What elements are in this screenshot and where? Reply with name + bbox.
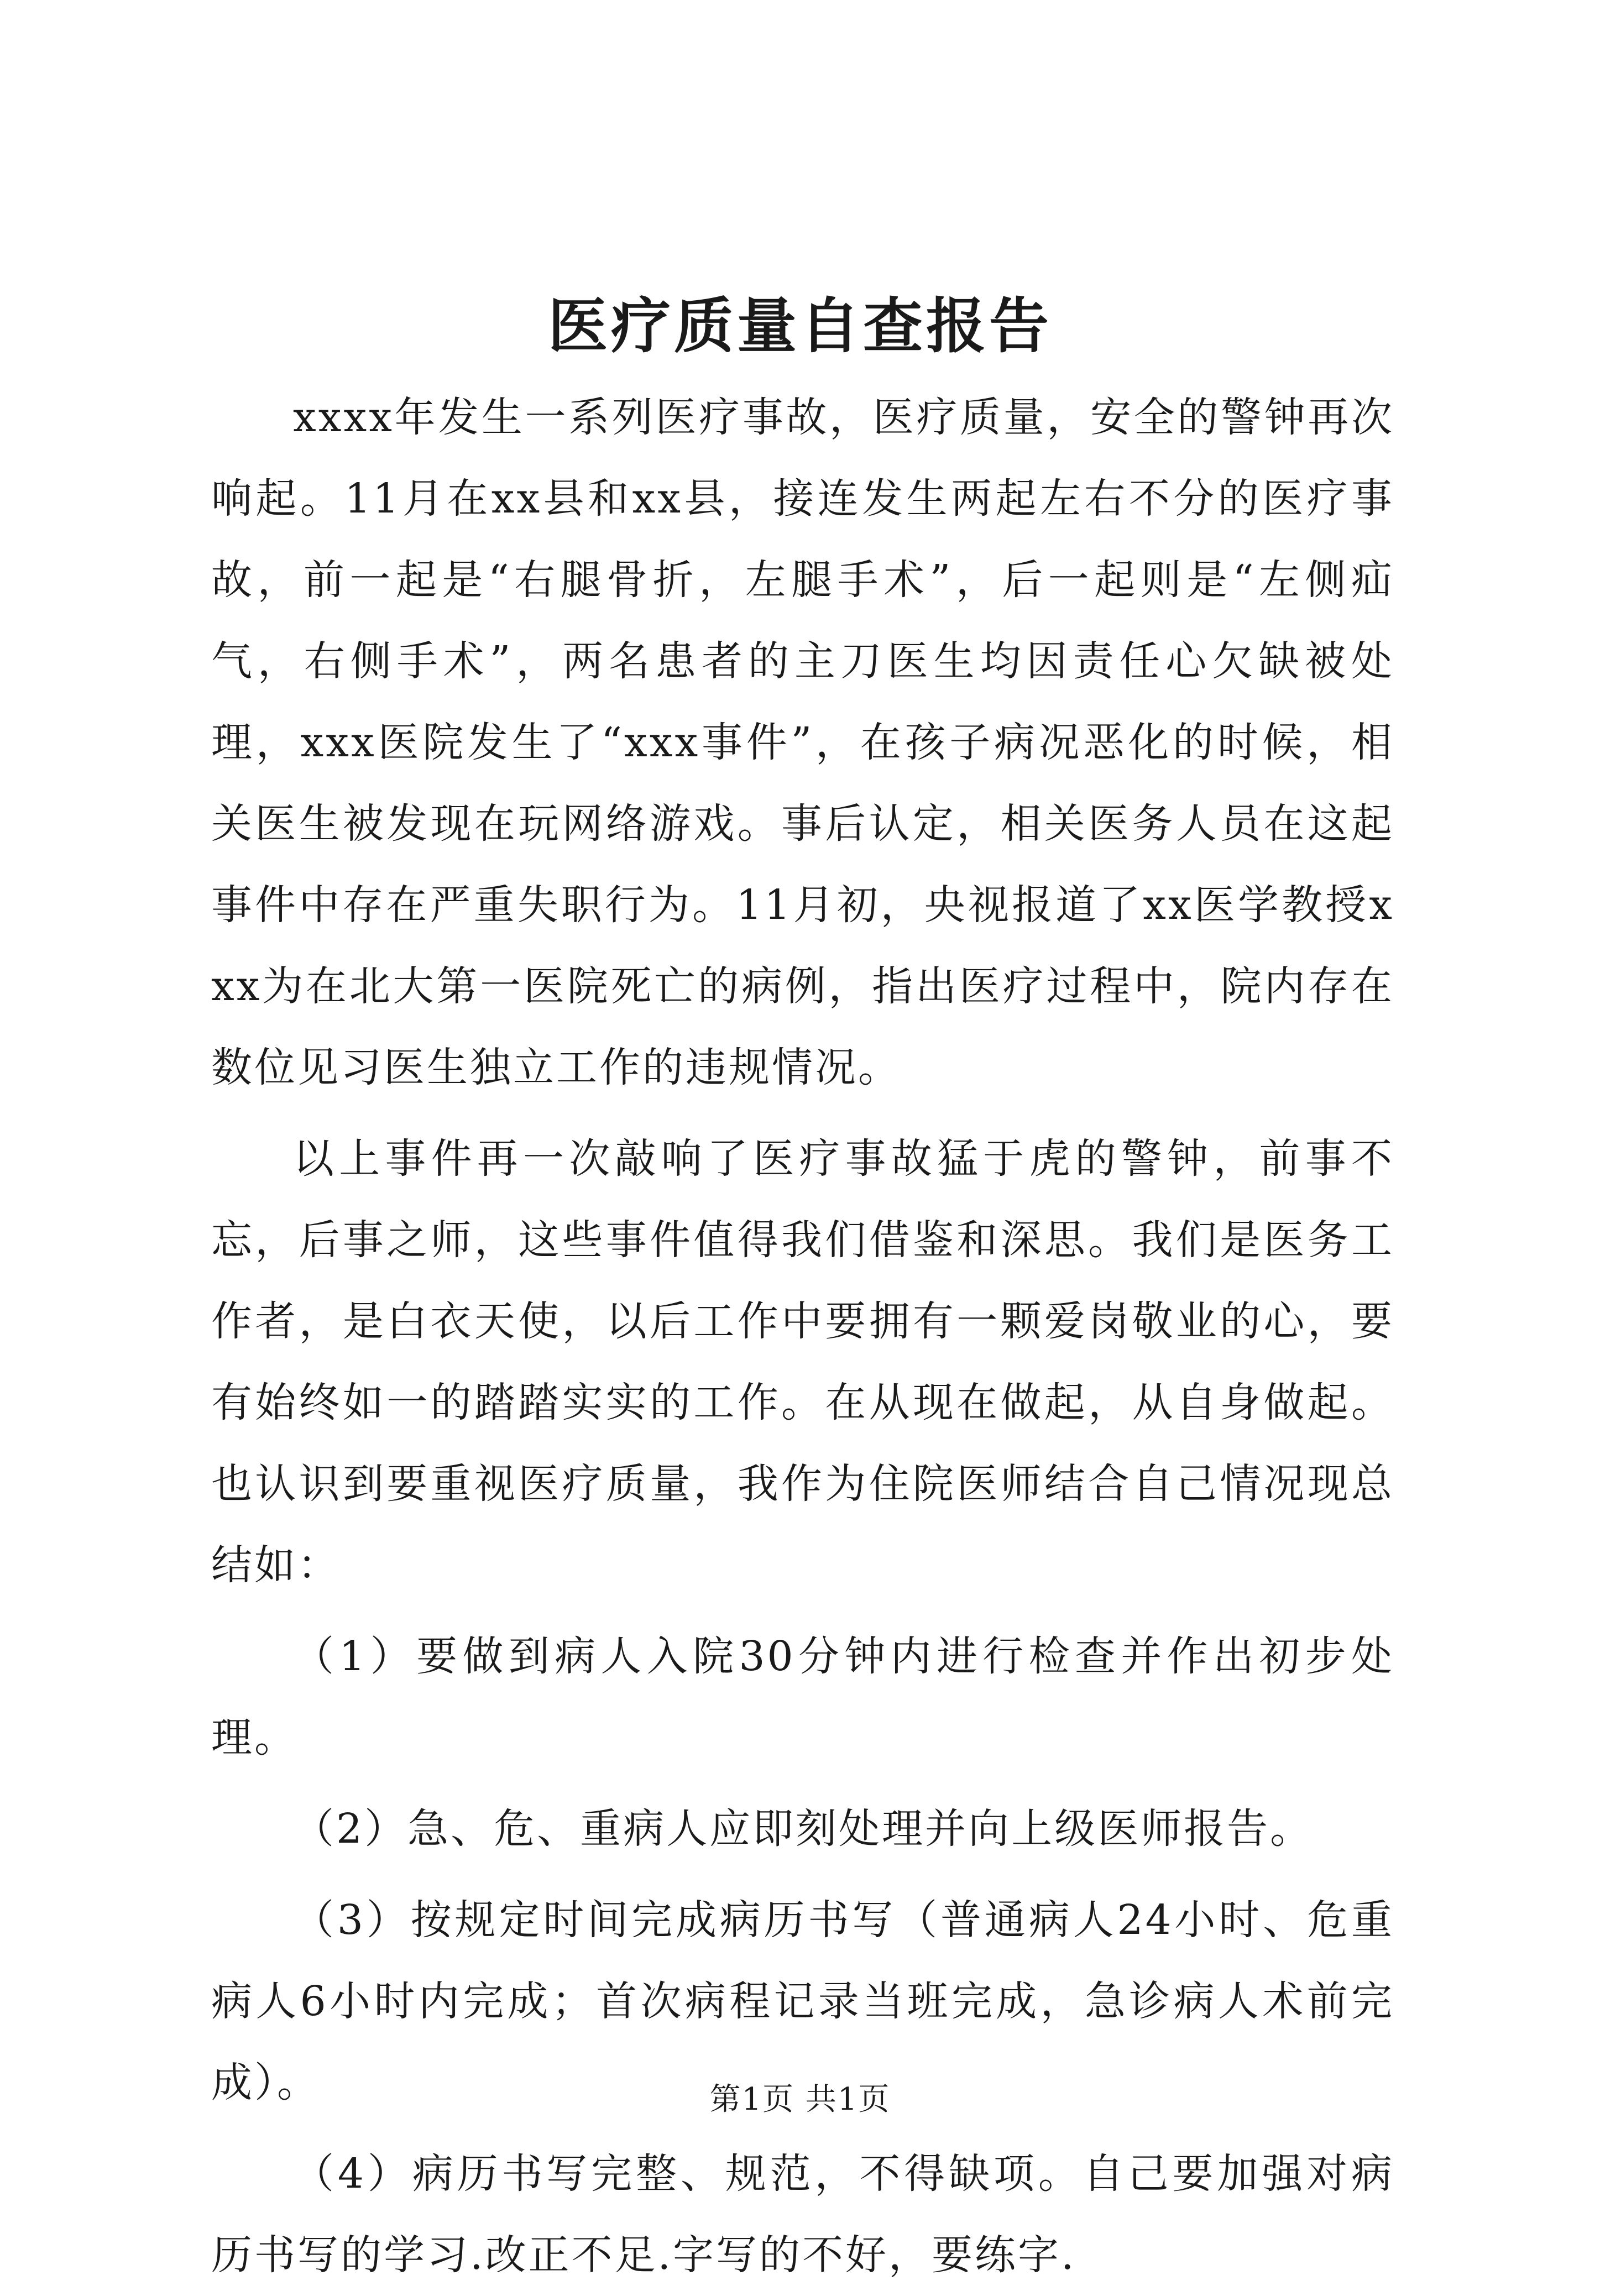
document-body [211,377,1394,2296]
paragraph-item-4: （4）病历书写完整、规范，不得缺项。自己要加强对病历书写的学习.改正不足.字写的不好，要练字. [211,2150,1394,2279]
paragraph-item-2: （2）急、危、重病人应即刻处理并向上级医师报告。 [293,1805,1314,1853]
paragraph-incidents: xxxx年发生一系列医疗事故，医疗质量，安全的警钟再次响起。11月在xx县和xx县，接连发生两起左右不分的医疗事故，前一起是“右腿骨折，左腿手术”，后一起则是“左侧疝气，右侧手术”，两名患者的主刀医生均因责任心欠缺被处理，xxx医院发生了“xxx事件”，在孩子病况恶化的时候，相关医生被发现在玩网络游戏。事后认定，相关医务人员在这起事件中存在严重失职行为。11月初，央视报道了xx医学教授xxx为在北大第一医院死亡的病例，指出医疗过程中，院内存在数位见习医生独立工作的违规情况。 [211,394,1394,1091]
paragraph-item-3: （3）按规定时间完成病历书写（普通病人24小时、危重病人6小时内完成；首次病程记录当班完成，急诊病人术前完成）。 [211,1896,1394,2106]
paragraph-item-1: （1）要做到病人入院30分钟内进行检查并作出初步处理。 [211,1633,1394,1761]
page-footer: 第1页 共1页 [709,2081,891,2117]
paragraph-reflection: 以上事件再一次敲响了医疗事故猛于虎的警钟，前事不忘，后事之师，这些事件值得我们借鉴和深思。我们是医务工作者，是白衣天使，以后工作中要拥有一颗爱岗敬业的心，要有始终如一的踏踏实实的工作。在从现在做起，从自身做起。也认识到要重视医疗质量，我作为住院医师结合自己情况现总结如： [211,1135,1394,1589]
document-title: 医疗质量自查报告 [547,291,1052,361]
